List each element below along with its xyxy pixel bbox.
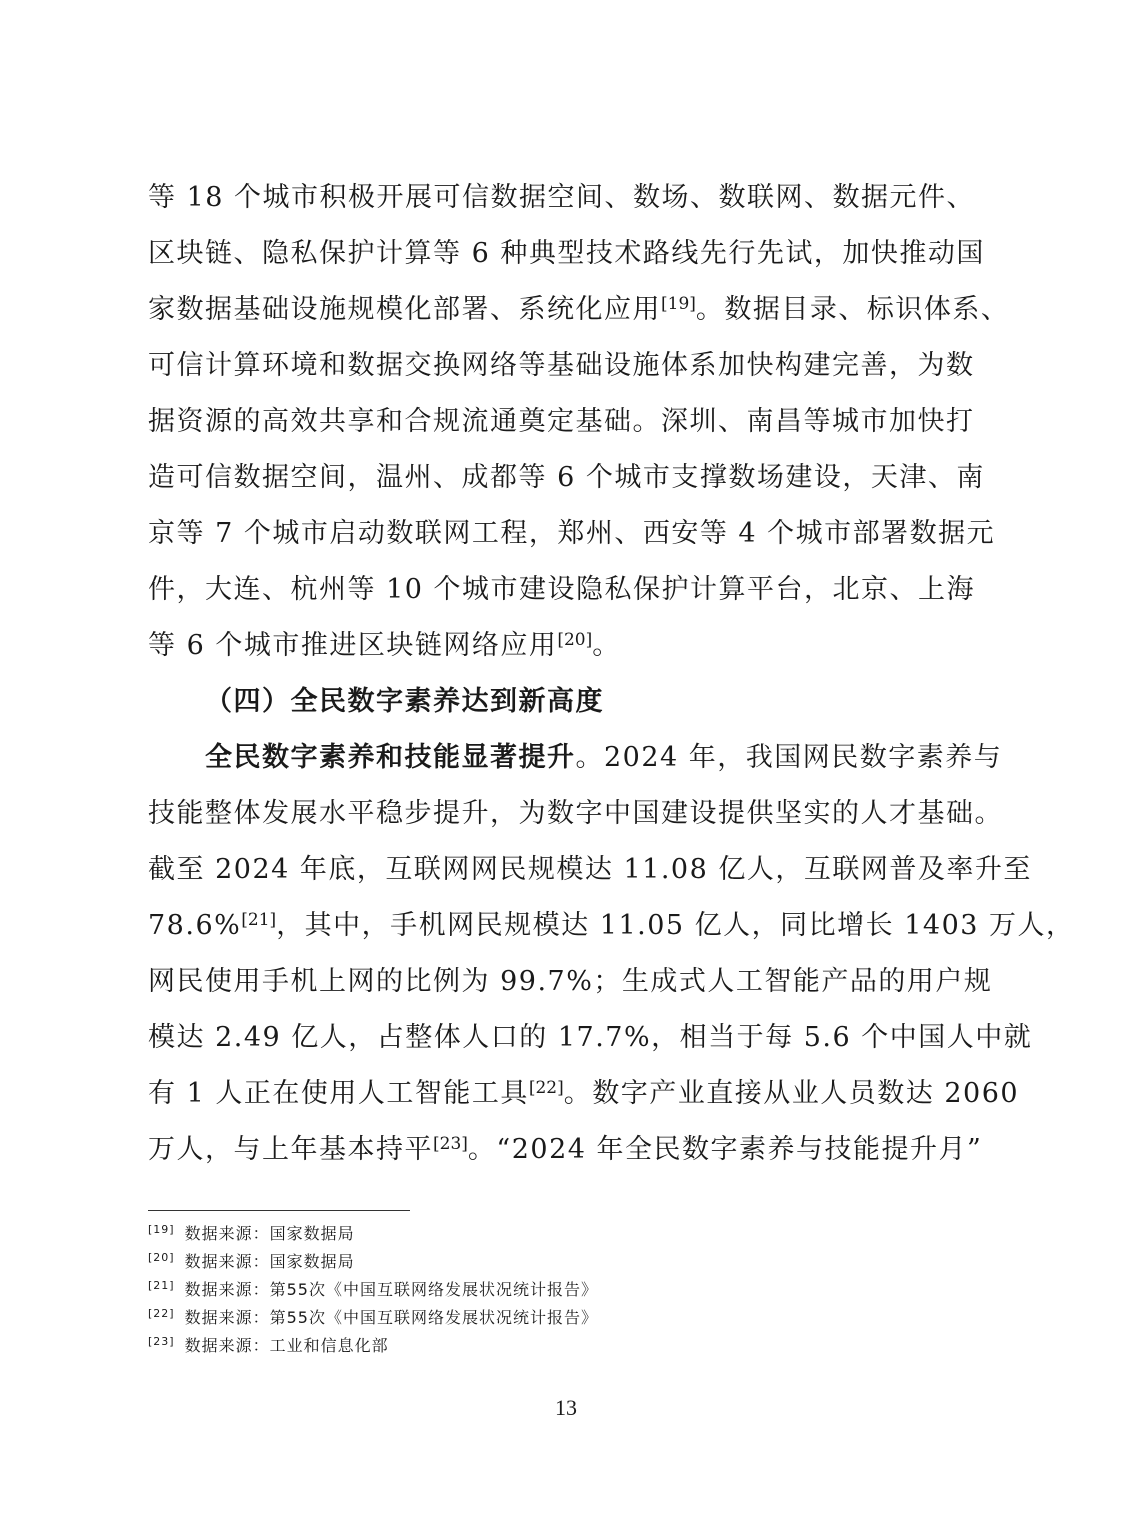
body-line-8: 件，大连、杭州等 10 个城市建设隐私保护计算平台，北京、上海 [148,574,976,605]
footnote-text: 数据来源：第55次《中国互联网络发展状况统计报告》 [184,1308,598,1327]
footnote-ref-21[interactable]: [21] [241,910,277,930]
body-text: 有 1 人正在使用人工智能工具 [148,1078,529,1109]
footnote-ref-23[interactable]: [23] [433,1134,468,1154]
footnote-20 [148,1250,355,1274]
body-text: 78.6% [148,910,242,941]
footnote-text: 数据来源：国家数据局 [184,1224,355,1243]
footnote-ref-20[interactable]: [20] [557,630,593,650]
footnote-divider [148,1210,410,1211]
footnote-ref-22[interactable]: [22] [528,1078,564,1098]
footnote-text: 数据来源：国家数据局 [184,1252,355,1271]
footnote-number: [22] [148,1307,175,1320]
body-text: 。 [592,630,621,661]
footnote-text: 数据来源：工业和信息化部 [184,1336,389,1355]
para2-line-8 [148,1130,983,1170]
footnote-number: [23] [148,1335,175,1348]
body-text: 万人，与上年基本持平 [148,1134,433,1165]
para2-line-2: 技能整体发展水平稳步提升，为数字中国建设提供坚实的人才基础。 [148,798,1003,829]
body-line-7: 京等 7 个城市启动数联网工程，郑州、西安等 4 个城市部署数据元 [148,518,996,549]
body-text: 家数据基础设施规模化部署、系统化应用 [148,294,661,325]
footnote-ref-19[interactable]: [19] [661,294,696,314]
page-number: 13 [555,1395,577,1420]
footnote-19 [148,1222,355,1246]
para2-line-1 [205,738,1003,778]
footnote-22 [148,1306,598,1330]
para2-line-4 [148,906,1075,946]
para2-line-6: 模达 2.49 亿人，占整体人口的 17.7%，相当于每 5.6 个中国人中就 [148,1022,1033,1053]
footnote-21 [148,1278,598,1302]
body-line-6: 造可信数据空间，温州、成都等 6 个城市支撑数场建设，天津、南 [148,462,985,493]
footnote-number: [20] [148,1251,175,1264]
body-text: 。数字产业直接从业人员数达 2060 [563,1078,1020,1109]
para2-line-5: 网民使用手机上网的比例为 99.7%；生成式人工智能产品的用户规 [148,966,993,997]
body-text: 。2024 年，我国网民数字素养与 [575,742,1003,773]
footnote-number: [21] [148,1279,175,1292]
body-line-3 [148,290,1010,330]
footnote-number: [19] [148,1223,175,1236]
footnote-23 [148,1334,389,1358]
footnote-text: 数据来源：第55次《中国互联网络发展状况统计报告》 [184,1280,598,1299]
body-text: 等 6 个城市推进区块链网络应用 [148,630,558,661]
para2-line-7 [148,1074,1020,1114]
body-text: 。“2024 年全民数字素养与技能提升月” [467,1134,983,1165]
body-line-9 [148,626,948,666]
body-text: ，其中，手机网民规模达 11.05 亿人，同比增长 1403 万人， [276,910,1075,941]
body-line-2: 区块链、隐私保护计算等 6 种典型技术路线先行先试，加快推动国 [148,238,985,269]
body-text: 。数据目录、标识体系、 [695,294,1010,325]
body-line-5: 据资源的高效共享和合规流通奠定基础。深圳、南昌等城市加快打 [148,406,975,437]
section-heading: （四）全民数字素养达到新高度 [205,686,604,717]
para-lead-bold: 全民数字素养和技能显著提升 [205,742,576,773]
body-line-4: 可信计算环境和数据交换网络等基础设施体系加快构建完善，为数 [148,350,975,381]
para2-line-3: 截至 2024 年底，互联网网民规模达 11.08 亿人，互联网普及率升至 [148,854,1032,885]
body-line-1: 等 18 个城市积极开展可信数据空间、数场、数联网、数据元件、 [148,182,976,213]
